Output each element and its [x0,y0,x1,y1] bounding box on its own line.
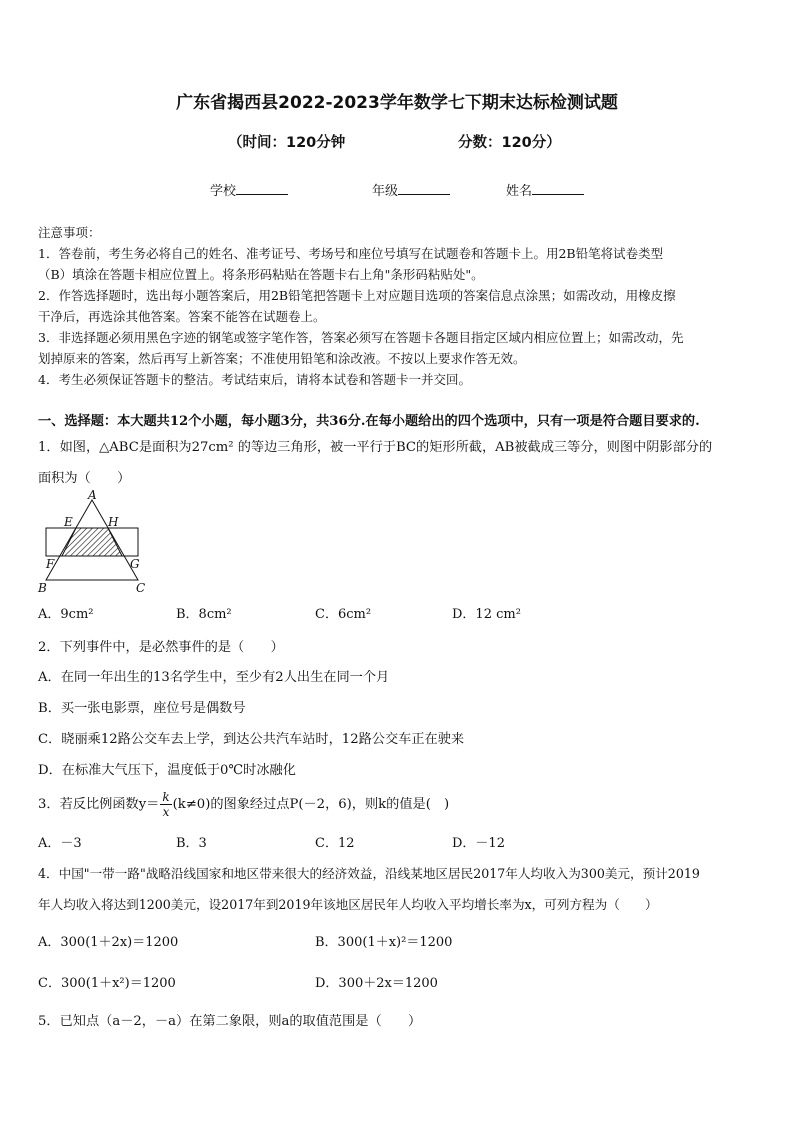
notice-line: 划掉原来的答案，然后再写上新答案；不准使用铅笔和涂改液。不按以上要求作答无效。 [38,351,526,366]
q3-numerator: k [162,790,170,804]
q5-stem: 5．已知点（a－2，－a）在第二象限，则a的取值范围是（ ） [38,1014,422,1029]
notice-heading: 注意事项： [38,225,101,240]
q1-line2: 面积为（ ） [38,471,131,486]
name-field [506,180,584,199]
q1-option-b[interactable]: B．8cm² [176,607,232,622]
q2-option-a[interactable]: A．在同一年出生的13名学生中，至少有2人出生在同一个月 [38,670,390,685]
notice-line: （B）填涂在答题卡相应位置上。将条形码粘贴在答题卡右上角"条形码粘贴处"。 [38,267,484,282]
exam-time: （时间：120分钟 [228,135,346,151]
label-g: G [130,557,140,571]
shaded-region [62,528,122,556]
q1-line1: 1．如图，△ABC是面积为27cm² 的等边三角形，被一平行于BC的矩形所截，AB被截成三等分，则图中阴影部分的 [38,440,713,455]
notice-line: 3．非选择题必须用黑色字迹的钢笔或签字笔作答，答案必须写在答题卡各题目指定区域内相应位置上；如需改动，先 [38,330,684,345]
q4-line2: 年人均收入将达到1200美元，设2017年到2019年该地区居民年人均收入平均增长率为x，可列方程为（ ） [38,897,658,912]
q4-option-c[interactable]: C．300(1＋x²)＝1200 [38,976,176,991]
school-label: 学校 [210,184,237,199]
q1-option-a[interactable]: A．9cm² [38,607,94,622]
notice-line: 4．考生必须保证答题卡的整洁。考试结束后，请将本试卷和答题卡一并交回。 [38,372,471,387]
q2-stem: 2．下列事件中，是必然事件的是（ ） [38,640,284,655]
section-heading: 一、选择题：本大题共12个小题，每小题3分，共36分.在每小题给出的四个选项中，只有一项是符合题目要求的. [38,414,700,429]
label-c: C [136,581,146,595]
q2-option-c[interactable]: C．晓丽乘12路公交车去上学，到达公共汽车站时，12路公交车正在驶来 [38,732,465,747]
label-a: A [88,488,97,502]
notice-line: 1．答卷前，考生务必将自己的姓名、准考证号、考场号和座位号填写在试题卷和答题卡上。用2B铅笔将试卷类型 [38,246,664,261]
label-h: H [108,515,119,529]
exam-score: 分数：120分） [458,135,561,151]
q4-option-a[interactable]: A．300(1＋2x)＝1200 [38,935,179,950]
q2-option-d[interactable]: D．在标准大气压下，温度低于0℃时冰融化 [38,763,296,778]
notice-block [38,222,760,390]
q3-prefix: 3．若反比例函数y＝ [38,797,160,812]
label-b: B [38,581,47,595]
q3-option-d[interactable]: D．－12 [452,836,505,851]
grade-label: 年级 [372,184,399,199]
q3-stem [38,790,449,819]
exam-title: 广东省揭西县2022-2023学年数学七下期末达标检测试题 [176,93,618,113]
q3-denominator: x [162,805,170,819]
triangle-figure [36,488,156,598]
grade-field [372,180,450,199]
grade-blank[interactable] [398,182,450,195]
q3-fraction [160,790,171,819]
q1-option-c[interactable]: C．6cm² [315,607,372,622]
q3-option-a[interactable]: A．－3 [38,836,82,851]
q3-option-c[interactable]: C．12 [315,836,355,851]
q3-suffix: (k≠0)的图象经过点P(－2，6)，则k的值是( ) [172,797,450,812]
school-field [210,180,288,199]
q2-option-b[interactable]: B．买一张电影票，座位号是偶数号 [38,701,246,716]
name-blank[interactable] [532,182,584,195]
label-f: F [46,557,55,571]
notice-line: 2．作答选择题时，选出每小题答案后，用2B铅笔把答题卡上对应题目选项的答案信息点涂黑；如需改动，用橡皮擦 [38,288,676,303]
school-blank[interactable] [236,182,288,195]
q4-line1: 4．中国"一带一路"战略沿线国家和地区带来很大的经济效益，沿线某地区居民2017年人均收入为300美元，预计2019 [38,866,700,881]
name-label: 姓名 [506,184,533,199]
notice-line: 干净后，再选涂其他答案。答案不能答在试题卷上。 [38,309,326,324]
q4-option-d[interactable]: D．300＋2x＝1200 [315,976,438,991]
label-e: E [64,515,73,529]
q4-option-b[interactable]: B．300(1＋x)²＝1200 [315,935,453,950]
q1-option-d[interactable]: D．12 cm² [452,607,521,622]
q3-option-b[interactable]: B．3 [176,836,207,851]
